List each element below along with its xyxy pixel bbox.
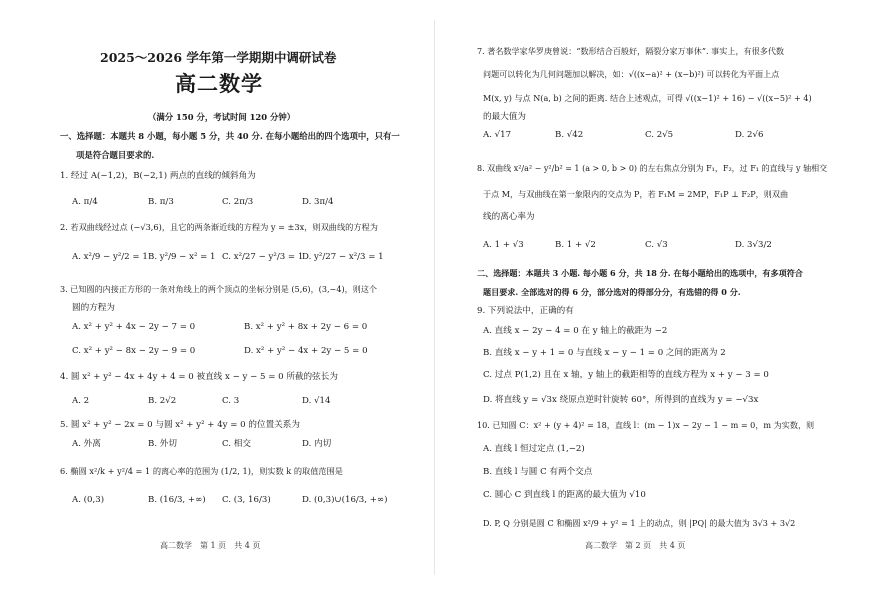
q3-stem-line2: 圆的方程为	[72, 303, 115, 313]
q3-option-c: C. x² + y² − 8x − 2y − 9 = 0	[72, 346, 196, 356]
q6-stem: 6. 椭圆 x²/k + y²/4 = 1 的离心率的范围为 (1/2, 1)，则实数 k 的取值范围是	[60, 466, 343, 476]
q1-stem: 1. 经过 A(−1,2)，B(−2,1) 两点的直线的倾斜角为	[60, 171, 256, 181]
exam-page-2	[435, 0, 870, 591]
q7-option-b: B. √42	[555, 130, 584, 140]
section2-title-line2: 题目要求. 全部选对的得 6 分，部分选对的得部分分，有选错的得 0 分.	[483, 287, 741, 297]
q7-option-a: A. √17	[483, 130, 512, 140]
q8-line1: 8. 双曲线 x²/a² − y²/b² = 1 (a > 0, b > 0) 的左右焦点分别为 F₁，F₂，过 F₁ 的直线与 y 轴相交	[477, 164, 828, 173]
q2-option-b: B. y²/9 − x² = 1	[148, 252, 216, 262]
q7-option-c: C. 2√5	[645, 130, 674, 140]
q6-option-d: D. (0,3)∪(16/3, +∞)	[302, 495, 388, 505]
q3-stem-line1: 3. 已知圆的内接正方形的一条对角线上的两个顶点的坐标分别是 (5,6)，(3,−4)，则这个	[60, 284, 378, 294]
q10-option-a: A. 直线 l 恒过定点 (1,−2)	[483, 444, 585, 454]
q6-option-a: A. (0,3)	[72, 495, 105, 505]
q10-option-c: C. 圆心 C 到直线 l 的距离的最大值为 √10	[483, 490, 646, 500]
q2-option-d: D. y²/27 − x²/3 = 1	[302, 252, 384, 262]
q8-option-a: A. 1 + √3	[483, 240, 524, 250]
q3-option-a: A. x² + y² + 4x − 2y − 7 = 0	[72, 322, 196, 332]
exam-title: 2025～2026 学年第一学期期中调研试卷	[100, 50, 337, 65]
section1-title-line1: 一、选择题：本题共 8 小题，每小题 5 分，共 40 分. 在每小题给出的四个选项中，只有一	[60, 131, 400, 141]
q6-option-c: C. (3, 16/3)	[222, 495, 271, 505]
q8-line2: 于点 M，与双曲线在第一象限内的交点为 P，若 F₁M = 2MP，F₁P ⊥ F₂P，则双曲	[483, 189, 789, 199]
page-1-footer: 高二数学 第 1 页 共 4 页	[160, 541, 261, 550]
page-2-footer: 高二数学 第 2 页 共 4 页	[585, 541, 686, 550]
q5-option-d: D. 内切	[302, 439, 332, 449]
q4-option-b: B. 2√2	[148, 396, 177, 406]
q7-line1: 7. 著名数学家华罗庚曾说：“数形结合百般好，隔裂分家万事休”. 事实上，有很多代数	[477, 46, 785, 56]
q7-line2: 问题可以转化为几何问题加以解决，如：√((x−a)² + (x−b)²) 可以转化为平面上点	[483, 69, 780, 79]
q4-stem: 4. 圆 x² + y² − 4x + 4y + 4 = 0 被直线 x − y − 5 = 0 所截的弦长为	[60, 372, 338, 382]
q10-option-b: B. 直线 l 与圆 C 有两个交点	[483, 467, 593, 477]
exam-info: （满分 150 分，考试时间 120 分钟）	[148, 112, 296, 122]
q1-option-d: D. 3π/4	[302, 197, 334, 207]
q4-option-d: D. √14	[302, 396, 331, 406]
q4-option-c: C. 3	[222, 396, 240, 406]
q5-stem: 5. 圆 x² + y² − 2x = 0 与圆 x² + y² + 4y = 0 的位置关系为	[60, 420, 300, 430]
q7-option-d: D. 2√6	[735, 130, 764, 140]
q5-option-a: A. 外离	[72, 439, 101, 449]
q10-stem: 10. 已知圆 C：x² + (y + 4)² = 18，直线 l：(m − 1)x − 2y − 1 − m = 0，m 为实数，则	[477, 420, 815, 430]
q3-option-b: B. x² + y² + 8x + 2y − 6 = 0	[244, 322, 368, 332]
q7-line3: M(x, y) 与点 N(a, b) 之间的距离. 结合上述观点，可得 √((x−1)² + 16) − √((x−5)² + 4)	[483, 93, 812, 103]
q9-option-c: C. 过点 P(1,2) 且在 x 轴，y 轴上的截距相等的直线方程为 x + y − 3 = 0	[483, 370, 769, 380]
subject-title: 高二数学	[175, 71, 263, 96]
q6-option-b: B. (16/3, +∞)	[148, 495, 206, 505]
q8-option-b: B. 1 + √2	[555, 240, 596, 250]
q2-stem: 2. 若双曲线经过点 (−√3,6)，且它的两条渐近线的方程为 y = ±3x，则双曲线的方程为	[60, 222, 378, 232]
q9-option-a: A. 直线 x − 2y − 4 = 0 在 y 轴上的截距为 −2	[483, 326, 668, 336]
q9-stem: 9. 下列说法中，正确的有	[477, 306, 574, 316]
q1-option-a: A. π/4	[72, 197, 98, 207]
q10-option-d: D. P, Q 分别是圆 C 和椭圆 x²/9 + y² = 1 上的动点，则 |PQ| 的最大值为 3√3 + 3√2	[483, 518, 796, 528]
q1-option-c: C. 2π/3	[222, 197, 254, 207]
q4-option-a: A. 2	[72, 396, 90, 406]
q5-option-b: B. 外切	[148, 439, 177, 449]
section1-title-line2: 项是符合题目要求的.	[76, 150, 155, 160]
q2-option-c: C. x²/27 − y²/3 = 1	[222, 252, 304, 262]
q8-option-d: D. 3√3/2	[735, 240, 772, 250]
q8-option-c: C. √3	[645, 240, 668, 250]
q1-option-b: B. π/3	[148, 197, 174, 207]
q2-option-a: A. x²/9 − y²/2 = 1	[72, 252, 148, 262]
q9-option-b: B. 直线 x − y + 1 = 0 与直线 x − y − 1 = 0 之间的距离为 2	[483, 348, 726, 358]
q9-option-d: D. 将直线 y = √3x 绕原点逆时针旋转 60°，所得到的直线为 y = −√3x	[483, 395, 759, 405]
q5-option-c: C. 相交	[222, 439, 251, 449]
q3-option-d: D. x² + y² − 4x + 2y − 5 = 0	[244, 346, 368, 356]
q7-line4: 的最大值为	[483, 112, 526, 122]
section2-title-line1: 二、选择题：本题共 3 小题. 每小题 6 分，共 18 分. 在每小题给出的选项中，有多项符合	[477, 268, 803, 278]
q8-line3: 线的离心率为	[483, 212, 535, 222]
